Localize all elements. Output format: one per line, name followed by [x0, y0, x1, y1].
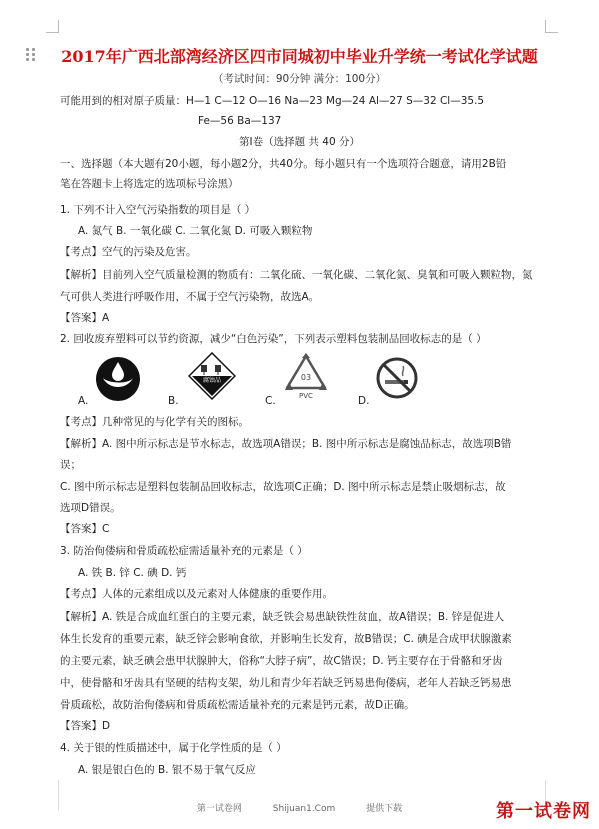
water-saving-icon [95, 356, 141, 402]
question-2-answer: 【答案】C [60, 523, 110, 535]
atomic-masses: 可能用到的相对原子质量：H—1 C—12 O—16 Na—23 Mg—24 Al—27 S—32 Cl—35.5 [60, 95, 485, 107]
footer-site-name: 第一试卷网 [196, 804, 242, 814]
footer-site-url[interactable]: Shijuan1.Com [272, 804, 336, 814]
section-intro-cont: 笔在答题卡上将选定的选项标号涂黑） [60, 178, 239, 190]
option-c-label: C. [265, 395, 276, 407]
question-3-stem: 3. 防治佝偻病和骨质疏松症需适量补充的元素是（ ） [60, 545, 308, 557]
question-2-analysis-cont: 选项D错误。 [60, 502, 121, 514]
corrosive-hazard-icon [188, 352, 236, 400]
question-1-analysis-cont: 气可供人类进行呼吸作用，不属于空气污染物，故选A。 [60, 291, 320, 303]
question-2-stem: 2. 回收废弃塑料可以节约资源，减少“白色污染”，下列表示塑料包装制品回收标志的是（ ） [60, 333, 487, 345]
question-3-topic: 【考点】人体的元素组成以及元素对人体健康的重要作用。 [60, 588, 333, 600]
question-4-stem: 4. 关于银的性质描述中，属于化学性质的是（ ） [60, 742, 287, 754]
question-1-stem: 1. 下列不计入空气污染指数的项目是（ ） [60, 204, 256, 216]
question-3-analysis-cont: 的主要元素，缺乏碘会患甲状腺肿大，俗称“大脖子病”，故C错误；D. 钙主要存在于骨骼和牙齿 [60, 655, 503, 667]
footer-note: 提供下载 [366, 804, 403, 814]
question-3-analysis: 【解析】A. 铁是合成血红蛋白的主要元素，缺乏铁会易患缺铁性贫血，故A错误；B. 锌是促进人 [60, 611, 505, 623]
question-2-analysis-cont: 误； [60, 459, 81, 471]
recycle-text: PVC [299, 392, 313, 400]
question-4-options: A. 银是银白色的 B. 银不易于氧气反应 [78, 764, 256, 776]
plastic-recycle-icon [283, 352, 329, 400]
recycle-number: 03 [300, 373, 312, 382]
question-1-analysis: 【解析】目前列入空气质量检测的物质有：二氧化硫、一氧化碳、二氧化氮、臭氧和可吸入颗粒物，氮 [60, 269, 533, 281]
question-3-analysis-cont: 骨质疏松，故防治佝偻病和骨质疏松需适量补充的元素是钙元素，故D正确。 [60, 699, 415, 711]
question-3-analysis-cont: 中，使骨骼和牙齿具有坚硬的结构支架，幼儿和青少年若缺乏钙易患佝偻病，老年人若缺乏钙易患 [60, 677, 512, 689]
question-3-answer: 【答案】D [60, 720, 111, 732]
section-intro: 一、选择题（本大题有20小题，每小题2分，共40分。每小题只有一个选项符合题意，请用2B铅 [60, 158, 507, 170]
question-3-analysis-cont: 体生长发育的重要元素，缺乏锌会影响食欲，并影响生长发育，故B错误；C. 碘是合成甲状腺激素 [60, 633, 512, 645]
question-1-options: A. 氮气 B. 一氧化碳 C. 二氧化氮 D. 可吸入颗粒物 [78, 225, 313, 237]
site-logo: 第一试卷网 [496, 801, 591, 822]
question-1-answer: 【答案】A [60, 312, 110, 324]
question-2-analysis: 【解析】A. 图中所示标志是节水标志，故选项A错误；B. 图中所示标志是腐蚀品标志，故选项B错 [60, 438, 512, 450]
option-b-label: B. [168, 395, 179, 407]
page-corner-mark [46, 20, 59, 33]
atomic-masses-cont: Fe—56 Ba—137 [198, 115, 282, 127]
corrosive-label: 腐蚀品 [202, 377, 222, 384]
question-1-topic: 【考点】空气的污染及危害。 [60, 246, 197, 258]
no-smoking-icon [375, 356, 419, 400]
option-d-label: D. [358, 395, 370, 407]
question-3-options: A. 铁 B. 锌 C. 碘 D. 钙 [78, 567, 187, 579]
page-corner-mark [545, 20, 558, 33]
document-title: 2017年广西北部湾经济区四市同城初中毕业升学统一考试化学试题 [61, 47, 538, 66]
question-2-analysis-cont: C. 图中所示标志是塑料包装制品回收标志，故选项C正确；D. 图中所示标志是禁止吸烟标志，故 [60, 481, 506, 493]
section-title: 第Ⅰ卷（选择题 共 40 分） [239, 136, 360, 148]
exam-info: （考试时间：90分钟 满分：100分） [212, 73, 387, 85]
question-2-topic: 【考点】几种常见的与化学有关的图标。 [60, 416, 249, 428]
option-a-label: A. [78, 395, 89, 407]
